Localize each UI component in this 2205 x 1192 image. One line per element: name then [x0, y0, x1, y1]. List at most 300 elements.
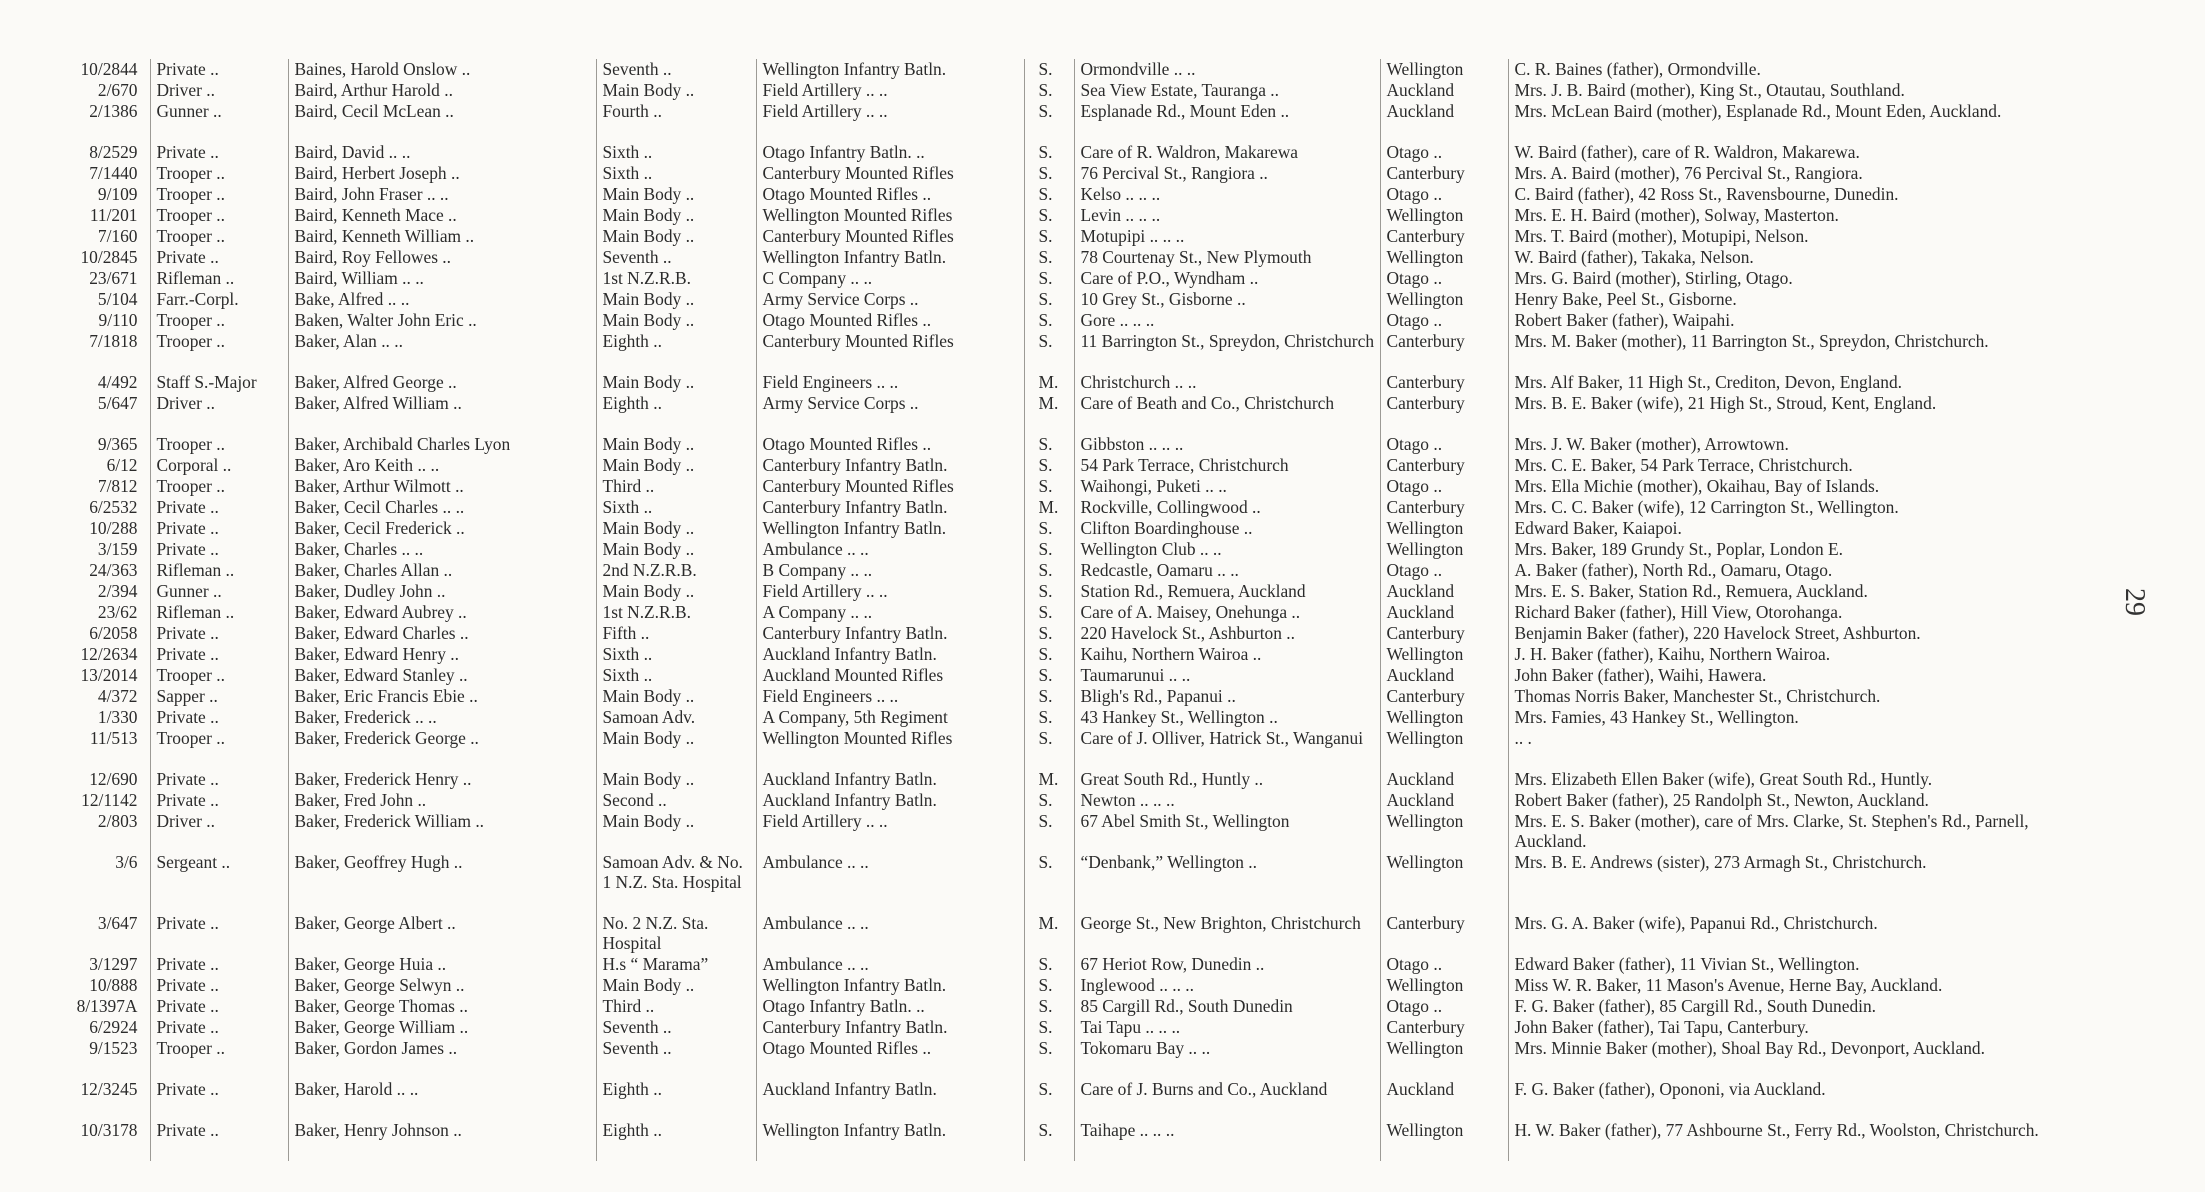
rank-cell: Private .. — [150, 644, 288, 665]
next-of-kin-cell: Mrs. E. S. Baker, Station Rd., Remuera, Auckland. — [1508, 581, 2088, 602]
unit-cell: Otago Infantry Batln. .. — [756, 996, 1024, 1017]
next-of-kin-cell: Mrs. B. E. Baker (wife), 21 High St., Stroud, Kent, England. — [1508, 393, 2088, 434]
last-address-cell: “Denbank,” Wellington .. — [1074, 852, 1380, 913]
soldier-name-cell: Baker, Cecil Charles .. .. — [288, 497, 596, 518]
next-of-kin-cell: John Baker (father), Waihi, Hawera. — [1508, 665, 2088, 686]
draft-body-cell: Sixth .. — [596, 142, 756, 163]
rank-cell: Private .. — [150, 539, 288, 560]
service-number-cell: 6/2924 — [89, 1017, 138, 1037]
rank-cell: Private .. — [150, 769, 288, 790]
next-of-kin-cell: Mrs. Minnie Baker (mother), Shoal Bay Rd., Devonport, Auckland. — [1508, 1038, 2088, 1079]
marital-status-cell: S. — [1024, 1079, 1074, 1120]
soldier-name-cell: Baker, Gordon James .. — [288, 1038, 596, 1079]
last-address-cell: Great South Rd., Huntly .. — [1074, 769, 1380, 790]
table-row — [58, 80, 2088, 101]
next-of-kin-cell: F. G. Baker (father), Opononi, via Auckland. — [1508, 1079, 2088, 1120]
soldier-name-cell: Baker, Charles Allan .. — [288, 560, 596, 581]
last-address-cell: Kelso .. .. .. — [1074, 184, 1380, 205]
soldier-name-cell: Baker, Eric Francis Ebie .. — [288, 686, 596, 707]
district-cell: Canterbury — [1380, 1017, 1508, 1038]
marital-status-cell: M. — [1024, 372, 1074, 393]
draft-body-cell: Main Body .. — [596, 539, 756, 560]
table-row — [58, 602, 2088, 623]
district-cell: Wellington — [1380, 1038, 1508, 1079]
last-address-cell: Bligh's Rd., Papanui .. — [1074, 686, 1380, 707]
service-number-cell: 12/1142 — [81, 790, 138, 810]
service-number-cell: 10/2844 — [80, 59, 138, 79]
rank-cell: Trooper .. — [150, 184, 288, 205]
soldier-name-cell: Baker, Edward Aubrey .. — [288, 602, 596, 623]
last-address-cell: 54 Park Terrace, Christchurch — [1074, 455, 1380, 476]
rank-cell: Private .. — [150, 996, 288, 1017]
service-number-cell: 23/671 — [89, 268, 138, 288]
last-address-cell: Clifton Boardinghouse .. — [1074, 518, 1380, 539]
draft-body-cell: H.s “ Marama” — [596, 954, 756, 975]
marital-status-cell: S. — [1024, 811, 1074, 852]
soldier-name-cell: Baker, Geoffrey Hugh .. — [288, 852, 596, 913]
soldier-name-cell: Baker, Edward Henry .. — [288, 644, 596, 665]
soldier-name-cell: Baker, George William .. — [288, 1017, 596, 1038]
service-number-cell: 9/109 — [97, 184, 138, 204]
rank-cell: Driver .. — [150, 80, 288, 101]
rank-cell: Trooper .. — [150, 205, 288, 226]
next-of-kin-cell: W. Baird (father), care of R. Waldron, Makarewa. — [1508, 142, 2088, 163]
table-row — [58, 163, 2088, 184]
roster-body — [58, 59, 2088, 1161]
district-cell: Auckland — [1380, 769, 1508, 790]
unit-cell: Canterbury Mounted Rifles — [756, 163, 1024, 184]
table-row — [58, 560, 2088, 581]
district-cell: Wellington — [1380, 518, 1508, 539]
next-of-kin-cell: Miss W. R. Baker, 11 Mason's Avenue, Herne Bay, Auckland. — [1508, 975, 2088, 996]
rank-cell: Private .. — [150, 1017, 288, 1038]
service-number-cell: 7/1818 — [89, 331, 138, 351]
marital-status-cell: S. — [1024, 289, 1074, 310]
last-address-cell: George St., New Brighton, Christchurch — [1074, 913, 1380, 954]
table-row — [58, 539, 2088, 560]
unit-cell: Wellington Infantry Batln. — [756, 518, 1024, 539]
district-cell: Otago .. — [1380, 996, 1508, 1017]
soldier-name-cell: Baker, Aro Keith .. .. — [288, 455, 596, 476]
draft-body-cell: Seventh .. — [596, 1038, 756, 1079]
last-address-cell: Newton .. .. .. — [1074, 790, 1380, 811]
unit-cell: Ambulance .. .. — [756, 913, 1024, 954]
rank-cell: Trooper .. — [150, 331, 288, 372]
next-of-kin-cell: Robert Baker (father), 25 Randolph St., Newton, Auckland. — [1508, 790, 2088, 811]
soldier-name-cell: Baker, George Selwyn .. — [288, 975, 596, 996]
last-address-cell: Wellington Club .. .. — [1074, 539, 1380, 560]
unit-cell: Army Service Corps .. — [756, 289, 1024, 310]
unit-cell: Otago Infantry Batln. .. — [756, 142, 1024, 163]
service-number-cell: 2/1386 — [89, 101, 138, 121]
table-row — [58, 769, 2088, 790]
district-cell: Otago .. — [1380, 954, 1508, 975]
next-of-kin-cell: Mrs. G. A. Baker (wife), Papanui Rd., Christchurch. — [1508, 913, 2088, 954]
soldier-name-cell: Baird, David .. .. — [288, 142, 596, 163]
draft-body-cell: Main Body .. — [596, 686, 756, 707]
last-address-cell: Rockville, Collingwood .. — [1074, 497, 1380, 518]
district-cell: Otago .. — [1380, 310, 1508, 331]
next-of-kin-cell: Mrs. M. Baker (mother), 11 Barrington St., Spreydon, Christchurch. — [1508, 331, 2088, 372]
service-number-cell: 13/2014 — [80, 665, 138, 685]
service-number-cell: 12/3245 — [80, 1079, 138, 1099]
marital-status-cell: S. — [1024, 996, 1074, 1017]
rank-cell: Private .. — [150, 1120, 288, 1161]
soldier-name-cell: Baker, George Albert .. — [288, 913, 596, 954]
district-cell: Otago .. — [1380, 184, 1508, 205]
service-number-cell: 4/492 — [97, 372, 138, 392]
last-address-cell: 76 Percival St., Rangiora .. — [1074, 163, 1380, 184]
district-cell: Otago .. — [1380, 560, 1508, 581]
unit-cell: Wellington Infantry Batln. — [756, 1120, 1024, 1161]
unit-cell: Canterbury Mounted Rifles — [756, 331, 1024, 372]
table-row — [58, 101, 2088, 142]
soldier-name-cell: Baker, Charles .. .. — [288, 539, 596, 560]
marital-status-cell: S. — [1024, 226, 1074, 247]
last-address-cell: 10 Grey St., Gisborne .. — [1074, 289, 1380, 310]
next-of-kin-cell: J. H. Baker (father), Kaihu, Northern Wairoa. — [1508, 644, 2088, 665]
service-number-cell: 4/372 — [97, 686, 138, 706]
marital-status-cell: M. — [1024, 393, 1074, 434]
last-address-cell: 43 Hankey St., Wellington .. — [1074, 707, 1380, 728]
marital-status-cell: S. — [1024, 852, 1074, 913]
service-number-cell: 6/2532 — [89, 497, 138, 517]
rank-cell: Private .. — [150, 1079, 288, 1120]
table-row — [58, 728, 2088, 769]
table-row — [58, 707, 2088, 728]
draft-body-cell: Samoan Adv. — [596, 707, 756, 728]
draft-body-cell: 1st N.Z.R.B. — [596, 602, 756, 623]
draft-body-cell: Third .. — [596, 476, 756, 497]
unit-cell: Otago Mounted Rifles .. — [756, 1038, 1024, 1079]
soldier-name-cell: Baird, Kenneth Mace .. — [288, 205, 596, 226]
draft-body-cell: Sixth .. — [596, 497, 756, 518]
service-number-cell: 10/2845 — [80, 247, 138, 267]
rank-cell: Trooper .. — [150, 665, 288, 686]
last-address-cell: Gore .. .. .. — [1074, 310, 1380, 331]
district-cell: Wellington — [1380, 247, 1508, 268]
next-of-kin-cell: Mrs. J. B. Baird (mother), King St., Otautau, Southland. — [1508, 80, 2088, 101]
last-address-cell: Sea View Estate, Tauranga .. — [1074, 80, 1380, 101]
draft-body-cell: Main Body .. — [596, 184, 756, 205]
table-row — [58, 372, 2088, 393]
district-cell: Auckland — [1380, 581, 1508, 602]
soldier-name-cell: Baker, Arthur Wilmott .. — [288, 476, 596, 497]
draft-body-cell: Eighth .. — [596, 1120, 756, 1161]
draft-body-cell: Eighth .. — [596, 1079, 756, 1120]
district-cell: Otago .. — [1380, 476, 1508, 497]
last-address-cell: Gibbston .. .. .. — [1074, 434, 1380, 455]
draft-body-cell: Eighth .. — [596, 393, 756, 434]
marital-status-cell: S. — [1024, 518, 1074, 539]
table-row — [58, 1079, 2088, 1120]
draft-body-cell: Second .. — [596, 790, 756, 811]
district-cell: Auckland — [1380, 1079, 1508, 1120]
rank-cell: Trooper .. — [150, 226, 288, 247]
soldier-name-cell: Baird, Arthur Harold .. — [288, 80, 596, 101]
draft-body-cell: Third .. — [596, 996, 756, 1017]
next-of-kin-cell: Mrs. Baker, 189 Grundy St., Poplar, London E. — [1508, 539, 2088, 560]
table-row — [58, 455, 2088, 476]
table-row — [58, 975, 2088, 996]
district-cell: Wellington — [1380, 539, 1508, 560]
nominal-roll-table — [58, 59, 2088, 1161]
district-cell: Wellington — [1380, 975, 1508, 996]
last-address-cell: Taihape .. .. .. — [1074, 1120, 1380, 1161]
district-cell: Canterbury — [1380, 686, 1508, 707]
service-number-cell: 11/513 — [89, 728, 138, 748]
unit-cell: Ambulance .. .. — [756, 954, 1024, 975]
last-address-cell: Care of J. Olliver, Hatrick St., Wanganui — [1074, 728, 1380, 769]
service-number-cell: 9/1523 — [89, 1038, 138, 1058]
unit-cell: Otago Mounted Rifles .. — [756, 184, 1024, 205]
rank-cell: Staff S.-Major — [150, 372, 288, 393]
next-of-kin-cell: Mrs. Ella Michie (mother), Okaihau, Bay of Islands. — [1508, 476, 2088, 497]
service-number-cell: 12/2634 — [80, 644, 138, 664]
service-number-cell: 6/12 — [106, 455, 138, 475]
draft-body-cell: Sixth .. — [596, 644, 756, 665]
unit-cell: Auckland Infantry Batln. — [756, 1079, 1024, 1120]
unit-cell: Canterbury Mounted Rifles — [756, 226, 1024, 247]
last-address-cell: 220 Havelock St., Ashburton .. — [1074, 623, 1380, 644]
rank-cell: Rifleman .. — [150, 268, 288, 289]
marital-status-cell: S. — [1024, 1120, 1074, 1161]
service-number-cell: 7/160 — [97, 226, 138, 246]
rank-cell: Farr.-Corpl. — [150, 289, 288, 310]
table-row — [58, 497, 2088, 518]
district-cell: Canterbury — [1380, 497, 1508, 518]
soldier-name-cell: Baker, Cecil Frederick .. — [288, 518, 596, 539]
next-of-kin-cell: Mrs. E. H. Baird (mother), Solway, Masterton. — [1508, 205, 2088, 226]
table-row — [58, 289, 2088, 310]
last-address-cell: Kaihu, Northern Wairoa .. — [1074, 644, 1380, 665]
marital-status-cell: S. — [1024, 954, 1074, 975]
last-address-cell: Esplanade Rd., Mount Eden .. — [1074, 101, 1380, 142]
district-cell: Otago .. — [1380, 142, 1508, 163]
marital-status-cell: S. — [1024, 1038, 1074, 1079]
service-number-cell: 3/647 — [97, 913, 138, 933]
last-address-cell: Motupipi .. .. .. — [1074, 226, 1380, 247]
soldier-name-cell: Baker, George Huia .. — [288, 954, 596, 975]
unit-cell: Auckland Infantry Batln. — [756, 644, 1024, 665]
district-cell: Auckland — [1380, 665, 1508, 686]
district-cell: Auckland — [1380, 602, 1508, 623]
service-number-cell: 3/159 — [97, 539, 138, 559]
district-cell: Canterbury — [1380, 393, 1508, 434]
district-cell: Wellington — [1380, 59, 1508, 80]
soldier-name-cell: Bake, Alfred .. .. — [288, 289, 596, 310]
draft-body-cell: Eighth .. — [596, 331, 756, 372]
draft-body-cell: Main Body .. — [596, 728, 756, 769]
rank-cell: Private .. — [150, 247, 288, 268]
rank-cell: Driver .. — [150, 811, 288, 852]
marital-status-cell: S. — [1024, 644, 1074, 665]
district-cell: Auckland — [1380, 80, 1508, 101]
rank-cell: Corporal .. — [150, 455, 288, 476]
service-number-cell: 5/104 — [97, 289, 138, 309]
rank-cell: Trooper .. — [150, 163, 288, 184]
table-row — [58, 142, 2088, 163]
table-row — [58, 59, 2088, 80]
last-address-cell: Levin .. .. .. — [1074, 205, 1380, 226]
draft-body-cell: Fourth .. — [596, 101, 756, 142]
table-row — [58, 434, 2088, 455]
service-number-cell: 7/1440 — [89, 163, 138, 183]
service-number-cell: 10/3178 — [80, 1120, 138, 1140]
rank-cell: Trooper .. — [150, 1038, 288, 1079]
draft-body-cell: Seventh .. — [596, 59, 756, 80]
table-row — [58, 954, 2088, 975]
soldier-name-cell: Baker, Alfred William .. — [288, 393, 596, 434]
unit-cell: Field Engineers .. .. — [756, 372, 1024, 393]
last-address-cell: Station Rd., Remuera, Auckland — [1074, 581, 1380, 602]
table-row — [58, 686, 2088, 707]
draft-body-cell: Fifth .. — [596, 623, 756, 644]
next-of-kin-cell: Benjamin Baker (father), 220 Havelock Street, Ashburton. — [1508, 623, 2088, 644]
table-row — [58, 184, 2088, 205]
last-address-cell: Tokomaru Bay .. .. — [1074, 1038, 1380, 1079]
service-number-cell: 8/2529 — [89, 142, 138, 162]
unit-cell: Canterbury Infantry Batln. — [756, 623, 1024, 644]
unit-cell: Wellington Mounted Rifles — [756, 728, 1024, 769]
draft-body-cell: Main Body .. — [596, 975, 756, 996]
service-number-cell: 6/2058 — [89, 623, 138, 643]
marital-status-cell: S. — [1024, 434, 1074, 455]
draft-body-cell: Sixth .. — [596, 665, 756, 686]
last-address-cell: 67 Abel Smith St., Wellington — [1074, 811, 1380, 852]
draft-body-cell: Main Body .. — [596, 769, 756, 790]
draft-body-cell: 2nd N.Z.R.B. — [596, 560, 756, 581]
service-number-cell: 10/288 — [89, 518, 138, 538]
next-of-kin-cell: Mrs. McLean Baird (mother), Esplanade Rd., Mount Eden, Auckland. — [1508, 101, 2088, 142]
marital-status-cell: S. — [1024, 581, 1074, 602]
marital-status-cell: S. — [1024, 184, 1074, 205]
unit-cell: A Company .. .. — [756, 602, 1024, 623]
rank-cell: Private .. — [150, 707, 288, 728]
district-cell: Canterbury — [1380, 163, 1508, 184]
unit-cell: Field Artillery .. .. — [756, 811, 1024, 852]
draft-body-cell: Main Body .. — [596, 310, 756, 331]
marital-status-cell: S. — [1024, 142, 1074, 163]
last-address-cell: 85 Cargill Rd., South Dunedin — [1074, 996, 1380, 1017]
last-address-cell: Ormondville .. .. — [1074, 59, 1380, 80]
table-row — [58, 913, 2088, 954]
soldier-name-cell: Baker, George Thomas .. — [288, 996, 596, 1017]
unit-cell: Wellington Infantry Batln. — [756, 975, 1024, 996]
marital-status-cell: S. — [1024, 331, 1074, 372]
marital-status-cell: S. — [1024, 560, 1074, 581]
rank-cell: Sapper .. — [150, 686, 288, 707]
next-of-kin-cell: Mrs. Elizabeth Ellen Baker (wife), Great South Rd., Huntly. — [1508, 769, 2088, 790]
next-of-kin-cell: Richard Baker (father), Hill View, Otorohanga. — [1508, 602, 2088, 623]
marital-status-cell: S. — [1024, 80, 1074, 101]
table-row — [58, 790, 2088, 811]
soldier-name-cell: Baker, Dudley John .. — [288, 581, 596, 602]
district-cell: Wellington — [1380, 205, 1508, 226]
district-cell: Wellington — [1380, 707, 1508, 728]
marital-status-cell: S. — [1024, 707, 1074, 728]
last-address-cell: Christchurch .. .. — [1074, 372, 1380, 393]
soldier-name-cell: Baker, Henry Johnson .. — [288, 1120, 596, 1161]
draft-body-cell: Seventh .. — [596, 247, 756, 268]
unit-cell: Field Artillery .. .. — [756, 80, 1024, 101]
draft-body-cell: Main Body .. — [596, 518, 756, 539]
page-number: 29 — [2119, 588, 2150, 616]
table-row — [58, 623, 2088, 644]
table-row — [58, 226, 2088, 247]
marital-status-cell: S. — [1024, 310, 1074, 331]
marital-status-cell: S. — [1024, 665, 1074, 686]
district-cell: Wellington — [1380, 1120, 1508, 1161]
last-address-cell: Care of J. Burns and Co., Auckland — [1074, 1079, 1380, 1120]
last-address-cell: Taumarunui .. .. — [1074, 665, 1380, 686]
table-row — [58, 581, 2088, 602]
unit-cell: Canterbury Mounted Rifles — [756, 476, 1024, 497]
marital-status-cell: S. — [1024, 59, 1074, 80]
marital-status-cell: S. — [1024, 268, 1074, 289]
table-row — [58, 268, 2088, 289]
table-row — [58, 310, 2088, 331]
soldier-name-cell: Baker, Archibald Charles Lyon — [288, 434, 596, 455]
table-row — [58, 1038, 2088, 1079]
next-of-kin-cell: Edward Baker (father), 11 Vivian St., Wellington. — [1508, 954, 2088, 975]
unit-cell: Otago Mounted Rifles .. — [756, 434, 1024, 455]
next-of-kin-cell: Mrs. B. E. Andrews (sister), 273 Armagh St., Christchurch. — [1508, 852, 2088, 913]
district-cell: Canterbury — [1380, 331, 1508, 372]
next-of-kin-cell: Edward Baker, Kaiapoi. — [1508, 518, 2088, 539]
unit-cell: Field Artillery .. .. — [756, 101, 1024, 142]
soldier-name-cell: Baker, Frederick Henry .. — [288, 769, 596, 790]
unit-cell: Wellington Infantry Batln. — [756, 59, 1024, 80]
soldier-name-cell: Baken, Walter John Eric .. — [288, 310, 596, 331]
marital-status-cell: M. — [1024, 913, 1074, 954]
next-of-kin-cell: H. W. Baker (father), 77 Ashbourne St., Ferry Rd., Woolston, Christchurch. — [1508, 1120, 2088, 1161]
table-row — [58, 1120, 2088, 1161]
district-cell: Auckland — [1380, 101, 1508, 142]
last-address-cell: 11 Barrington St., Spreydon, Christchurch — [1074, 331, 1380, 372]
rank-cell: Private .. — [150, 59, 288, 80]
draft-body-cell: Seventh .. — [596, 1017, 756, 1038]
marital-status-cell: S. — [1024, 790, 1074, 811]
unit-cell: B Company .. .. — [756, 560, 1024, 581]
unit-cell: Auckland Mounted Rifles — [756, 665, 1024, 686]
last-address-cell: Tai Tapu .. .. .. — [1074, 1017, 1380, 1038]
table-row — [58, 393, 2088, 434]
service-number-cell: 5/647 — [97, 393, 138, 413]
next-of-kin-cell: Mrs. C. E. Baker, 54 Park Terrace, Christchurch. — [1508, 455, 2088, 476]
next-of-kin-cell: Thomas Norris Baker, Manchester St., Christchurch. — [1508, 686, 2088, 707]
marital-status-cell: S. — [1024, 728, 1074, 769]
soldier-name-cell: Baker, Harold .. .. — [288, 1079, 596, 1120]
soldier-name-cell: Baker, Alan .. .. — [288, 331, 596, 372]
district-cell: Auckland — [1380, 790, 1508, 811]
district-cell: Canterbury — [1380, 455, 1508, 476]
unit-cell: Otago Mounted Rifles .. — [756, 310, 1024, 331]
district-cell: Canterbury — [1380, 623, 1508, 644]
last-address-cell: Care of Beath and Co., Christchurch — [1074, 393, 1380, 434]
district-cell: Canterbury — [1380, 226, 1508, 247]
next-of-kin-cell: .. . — [1508, 728, 2088, 769]
last-address-cell: Care of R. Waldron, Makarewa — [1074, 142, 1380, 163]
marital-status-cell: M. — [1024, 769, 1074, 790]
district-cell: Wellington — [1380, 728, 1508, 769]
service-number-cell: 10/888 — [89, 975, 138, 995]
next-of-kin-cell: John Baker (father), Tai Tapu, Canterbury. — [1508, 1017, 2088, 1038]
marital-status-cell: S. — [1024, 247, 1074, 268]
marital-status-cell: S. — [1024, 602, 1074, 623]
district-cell: Otago .. — [1380, 268, 1508, 289]
unit-cell: Field Engineers .. .. — [756, 686, 1024, 707]
